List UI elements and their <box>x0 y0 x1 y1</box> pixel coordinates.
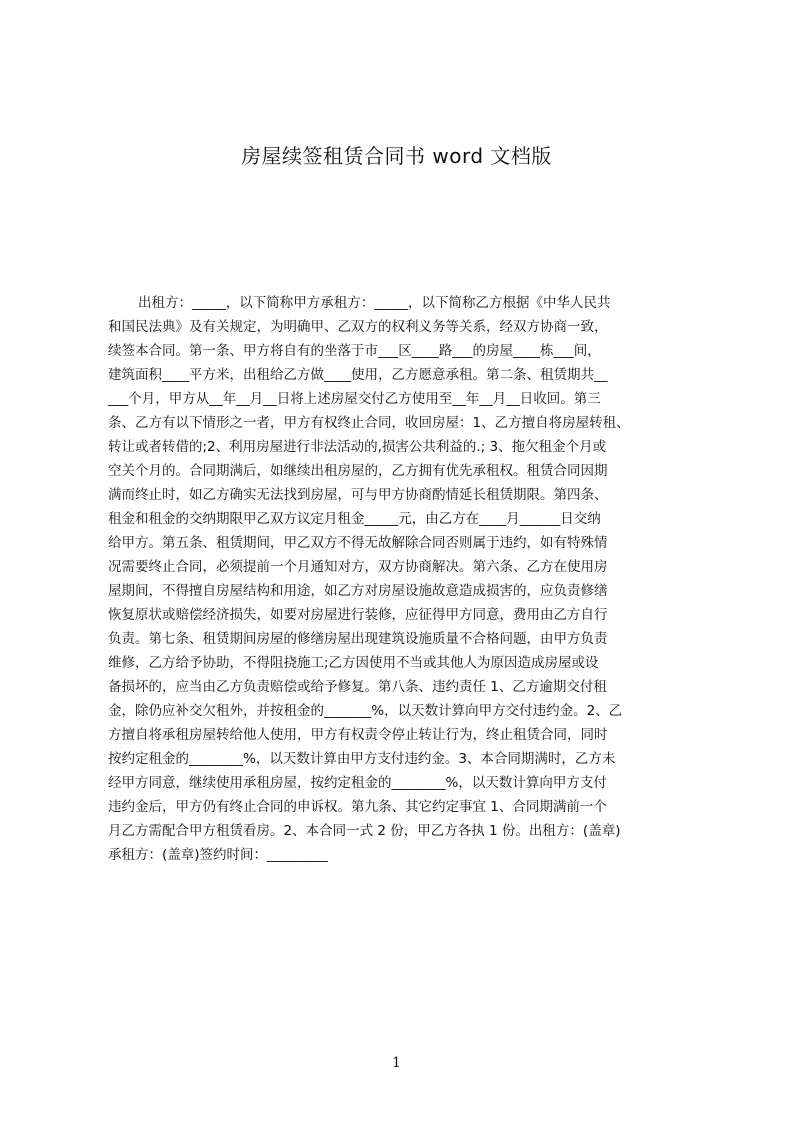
body-line: 承租方：(盖章)签约时间：_________ <box>108 847 328 863</box>
body-line: 备损坏的，应当由乙方负责赔偿或给予修复。第八条、违约责任 1、乙方逾期交付租 <box>108 679 607 695</box>
body-line: 续签本合同。第一条、甲方将自有的坐落于市___区____路___的房屋____栋___间， <box>108 343 601 359</box>
page-number: 1 <box>392 1055 401 1071</box>
body-line: 满而终止时，如乙方确实无法找到房屋，可与甲方协商酌情延长租赁期限。第四条、 <box>108 487 608 503</box>
contract-body <box>108 291 698 931</box>
body-line: 按约定租金的________%，以天数计算由甲方支付违约金。3、本合同期满时，乙方未 <box>108 751 616 767</box>
body-line: 屋期间，不得擅自房屋结构和用途，如乙方对房屋设施故意造成损害的，应负责修缮 <box>108 583 608 599</box>
body-line: 恢复原状或赔偿经济损失，如要对房屋进行装修，应征得甲方同意，费用由乙方自行 <box>108 607 608 623</box>
body-line: 维修，乙方给予协助，不得阻挠施工;乙方因使用不当或其他人为原因造成房屋或设 <box>108 655 599 671</box>
body-line: 月乙方需配合甲方租赁看房。2、本合同一式 2 份，甲乙方各执 1 份。出租方：(盖章) <box>108 823 621 839</box>
body-line: ___个月，甲方从__年__月__日将上述房屋交付乙方使用至__年__月__日收回。第三 <box>108 391 601 407</box>
body-line: 给甲方。第五条、租赁期间，甲乙双方不得无故解除合同否则属于违约，如有特殊情 <box>108 535 608 551</box>
body-line: 况需要终止合同，必须提前一个月通知对方，双方协商解决。第六条、乙方在使用房 <box>108 559 608 575</box>
body-line: 和国民法典》及有关规定，为明确甲、乙双方的权利义务等关系，经双方协商一致， <box>108 319 608 335</box>
body-line: 方擅自将承租房屋转给他人使用，甲方有权责令停止转让行为，终止租赁合同，同时 <box>108 727 608 743</box>
body-line: 出租方：_____，以下简称甲方承租方：_____，以下简称乙方根据《中华人民共 <box>138 295 611 311</box>
body-line: 违约金后，甲方仍有终止合同的申诉权。第九条、其它约定事宜 1、合同期满前一个 <box>108 799 607 815</box>
body-line: 建筑面积____平方米，出租给乙方做____使用，乙方愿意承租。第二条、租赁期共__ <box>108 367 608 383</box>
body-line: 经甲方同意，继续使用承租房屋，按约定租金的________%，以天数计算向甲方支付 <box>108 775 607 791</box>
body-line: 金，除仍应补交欠租外，并按租金的_______%，以天数计算向甲方交付违约金。2、乙 <box>108 703 623 719</box>
body-line: 租金和租金的交纳期限甲乙双方议定月租金_____元，由乙方在____月______日交纳 <box>108 511 601 527</box>
document-title: 房屋续签租赁合同书 word 文档版 <box>241 144 552 168</box>
body-line: 空关个月的。合同期满后，如继续出租房屋的，乙方拥有优先承租权。租赁合同因期 <box>108 463 608 479</box>
body-line: 条、乙方有以下情形之一者，甲方有权终止合同，收回房屋：1、乙方擅自将房屋转租、 <box>108 415 630 431</box>
body-line: 转让或者转借的;2、利用房屋进行非法活动的,损害公共利益的.; 3、拖欠租金个月或 <box>108 439 607 455</box>
body-line: 负责。第七条、租赁期间房屋的修缮房屋出现建筑设施质量不合格问题，由甲方负责 <box>108 631 608 647</box>
